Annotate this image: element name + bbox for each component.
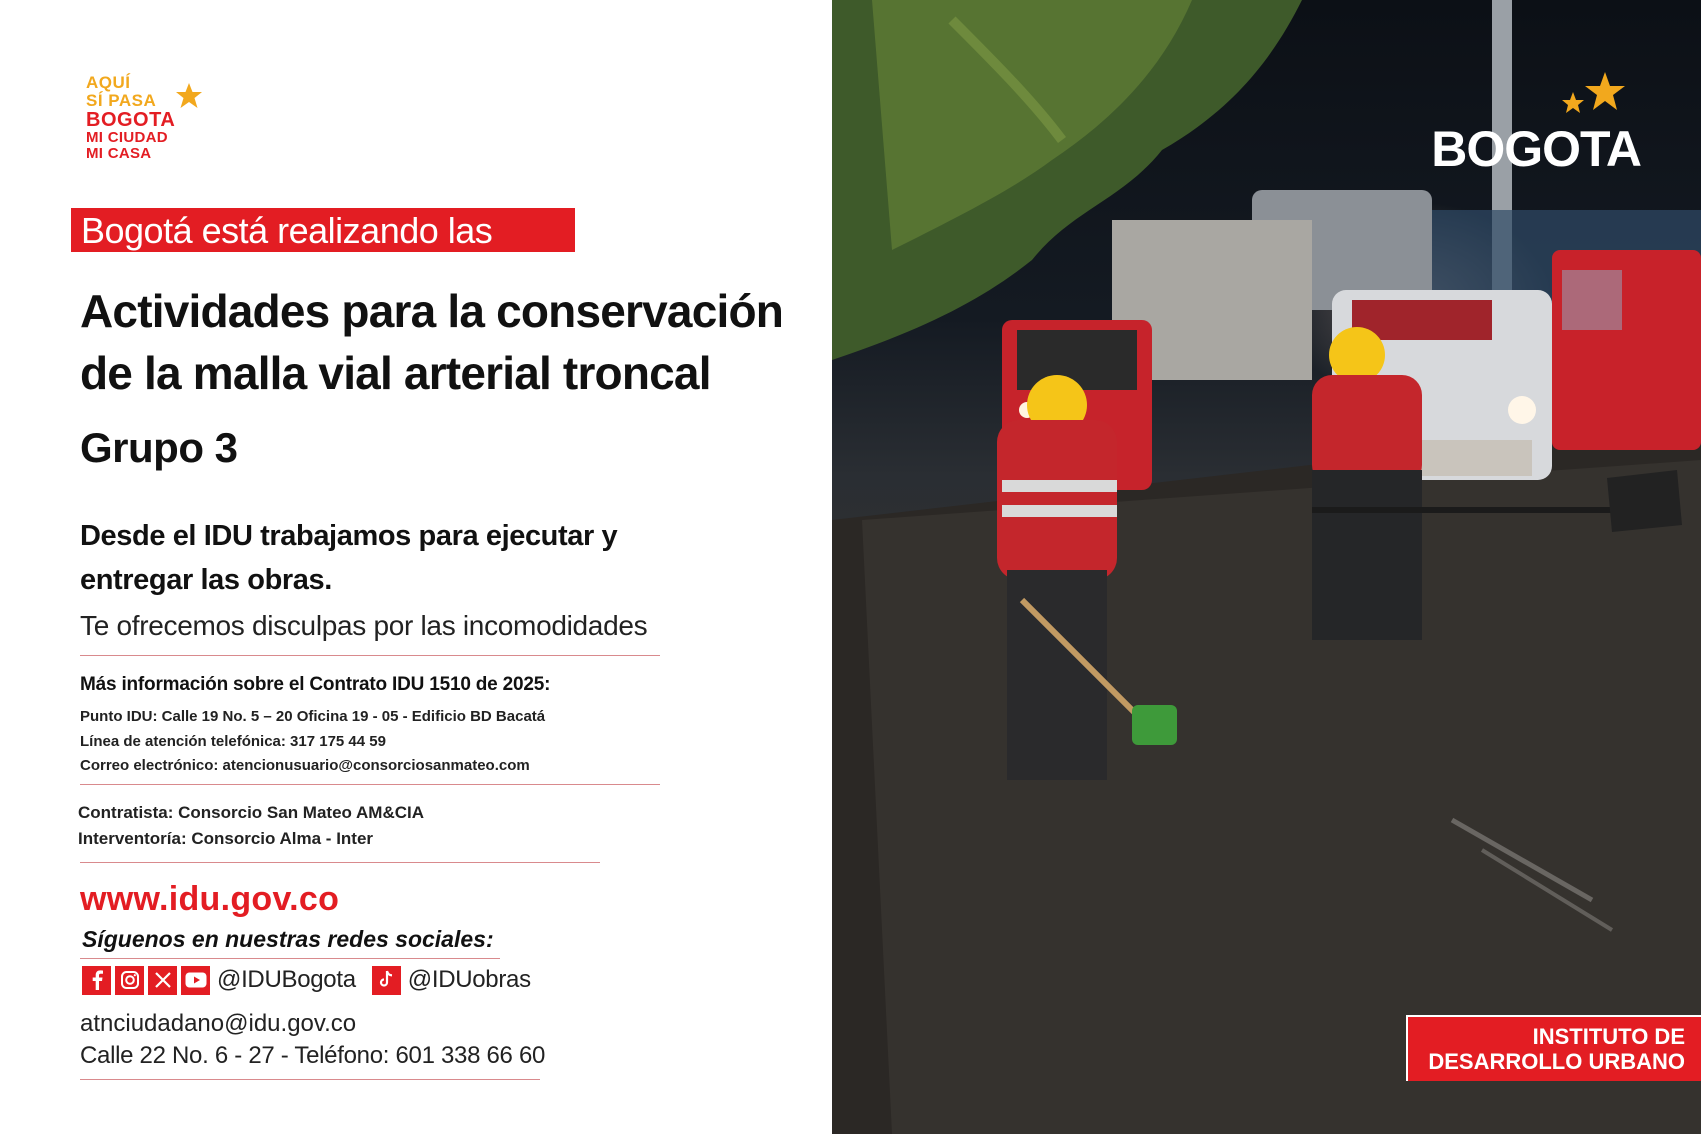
info-phone: Línea de atención telefónica: 317 175 44 59: [80, 733, 386, 750]
logo-line-3: BOGOTA: [86, 109, 176, 131]
x-icon[interactable]: [148, 966, 177, 995]
banner-text: Bogotá está realizando las: [81, 210, 493, 251]
website-link[interactable]: www.idu.gov.co: [80, 880, 340, 918]
title-line-1: Actividades para la conservación: [80, 285, 784, 337]
info-title: Más información sobre el Contrato IDU 1510 de 2025:: [80, 674, 551, 695]
contact-email[interactable]: atnciudadano@idu.gov.co: [80, 1010, 357, 1037]
group-label: Grupo 3: [80, 424, 238, 471]
divider: [80, 1079, 540, 1080]
bogota-campaign-logo: [86, 74, 216, 174]
logo-line-1: AQUÍ: [86, 73, 131, 92]
page-title: [80, 280, 820, 404]
bogota-brand: BOGOTA: [1431, 121, 1641, 177]
info-point: Punto IDU: Calle 19 No. 5 – 20 Oficina 19 - 05 - Edificio BD Bacatá: [80, 708, 546, 725]
supervisor: Interventoría: Consorcio Alma - Inter: [78, 829, 374, 848]
info-email: Correo electrónico: atencionusuario@consorciosanmateo.com: [80, 757, 530, 774]
follow-label: Síguenos en nuestras redes sociales:: [82, 926, 494, 952]
youtube-icon[interactable]: [181, 966, 210, 995]
divider: [80, 862, 600, 863]
contact-address: Calle 22 No. 6 - 27 - Teléfono: 601 338 66 60: [80, 1042, 546, 1069]
roadwork-photo: [832, 0, 1701, 1134]
logo-line-5: MI CASA: [86, 145, 152, 162]
social-handle-1[interactable]: @IDUBogota: [217, 966, 356, 993]
title-line-2: de la malla vial arterial troncal: [80, 347, 711, 399]
idu-badge: [1406, 1015, 1701, 1081]
social-links: [82, 964, 547, 996]
divider: [80, 784, 660, 785]
contractor: Contratista: Consorcio San Mateo AM&CIA: [78, 803, 425, 822]
social-handle-2[interactable]: @IDUobras: [407, 966, 531, 993]
tiktok-icon[interactable]: [372, 966, 401, 995]
logo-line-2: SÍ PASA: [86, 91, 157, 110]
idu-badge-line-1: INSTITUTO DE: [1532, 1024, 1685, 1049]
subheading-line-2: entregar las obras.: [80, 564, 332, 596]
logo-line-4: MI CIUDAD: [86, 129, 168, 146]
banner: [71, 208, 575, 252]
divider: [80, 958, 500, 959]
info-panel: [0, 0, 832, 1134]
instagram-icon[interactable]: [115, 966, 144, 995]
subheading-line-1: Desde el IDU trabajamos para ejecutar y: [80, 520, 618, 552]
apology-text: Te ofrecemos disculpas por las incomodidades: [80, 610, 648, 641]
divider: [80, 655, 660, 656]
star-icon: [174, 82, 204, 110]
subheading: [80, 514, 730, 602]
facebook-icon[interactable]: [82, 966, 111, 995]
idu-badge-line-2: DESARROLLO URBANO: [1428, 1049, 1685, 1074]
